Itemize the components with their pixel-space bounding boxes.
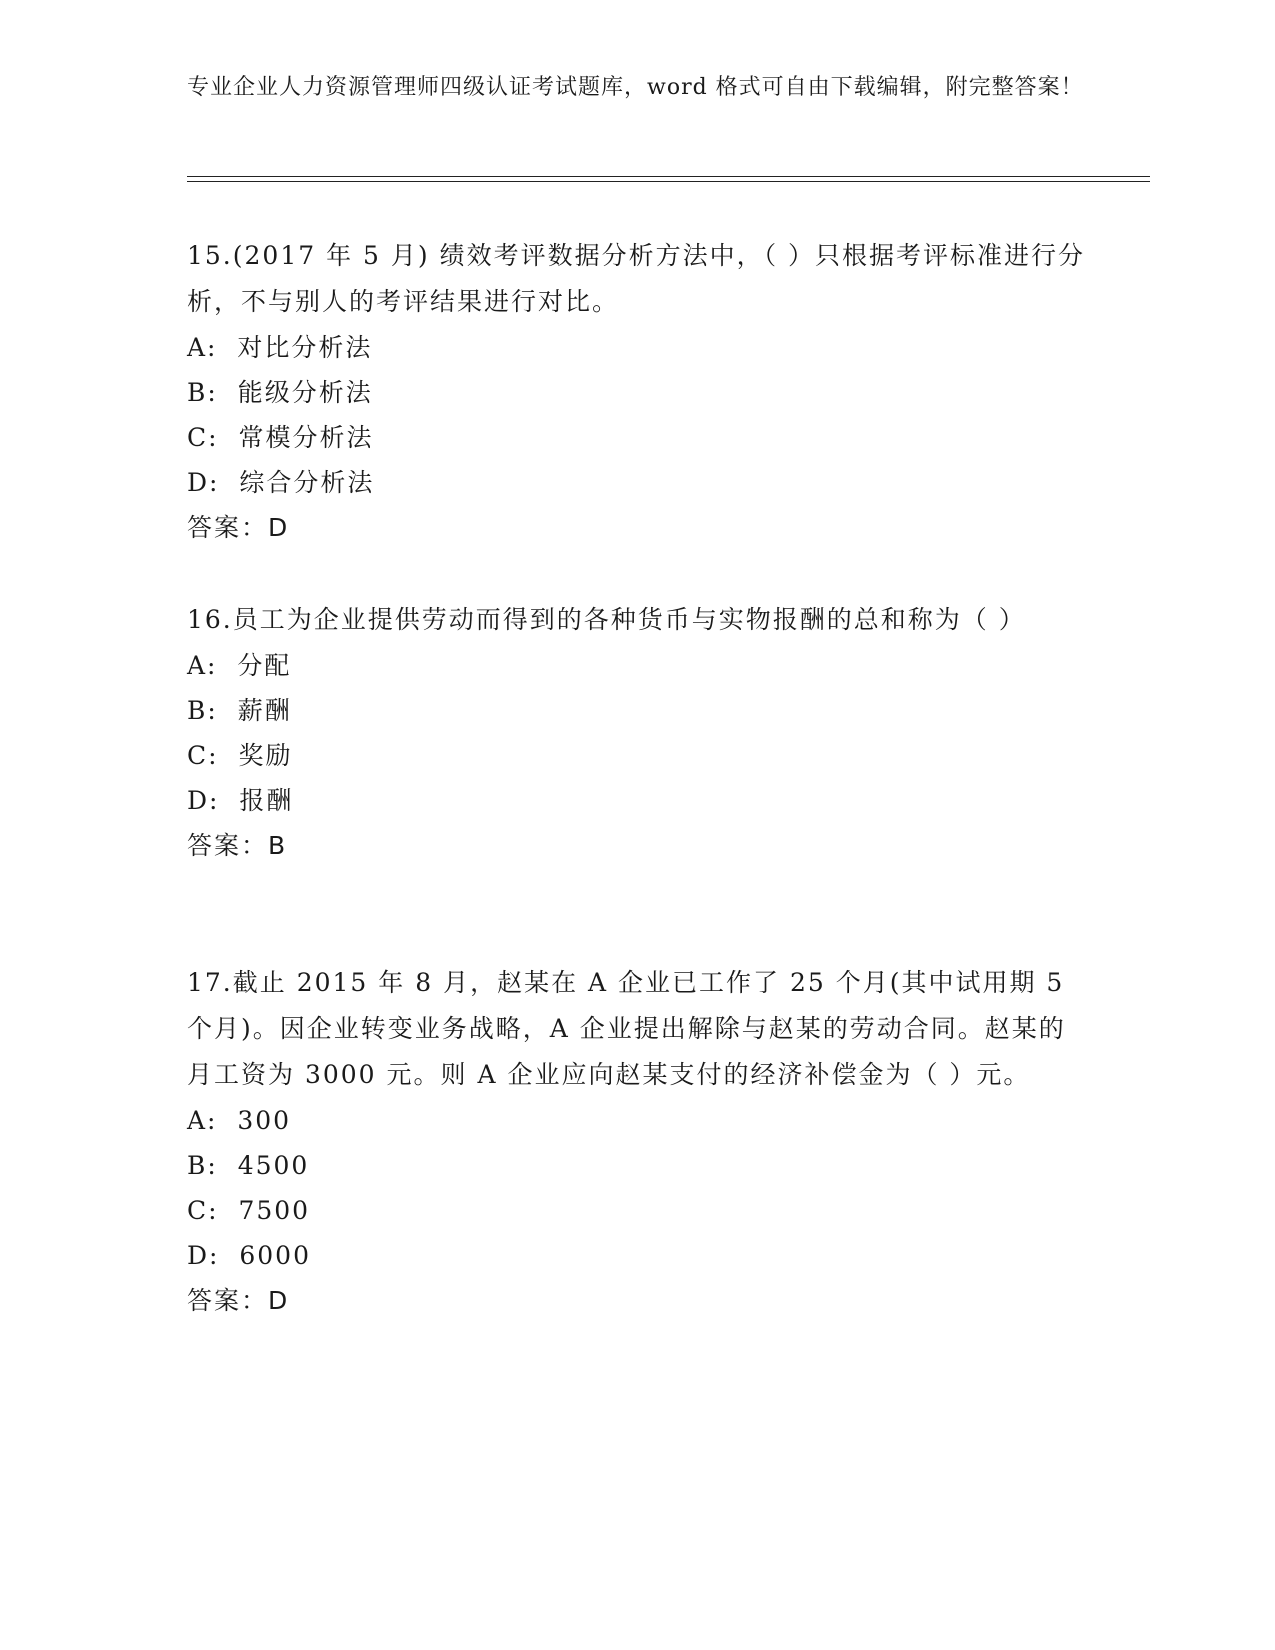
question-stem: 16.员工为企业提供劳动而得到的各种货币与实物报酬的总和称为（ ）: [187, 605, 1026, 634]
option-a: A: 300: [187, 1106, 292, 1135]
document-header: 专业企业人力资源管理师四级认证考试题库，word 格式可自由下载编辑，附完整答案！: [187, 75, 1084, 100]
question-stem: 15.(2017 年 5 月) 绩效考评数据分析方法中，（ ）只根据考评标准进行分析，不与别人的考评结果进行对比。: [187, 241, 1086, 316]
option-a: A: 分配: [187, 651, 292, 680]
answer: 答案：D: [187, 513, 290, 542]
option-d: D: 综合分析法: [187, 468, 375, 497]
answer: 答案：B: [187, 831, 288, 860]
option-b: B: 4500: [187, 1151, 310, 1180]
option-d: D: 6000: [187, 1241, 311, 1270]
option-c: C: 常模分析法: [187, 423, 374, 452]
header-rule-bottom: [187, 181, 1150, 182]
header-rule-top: [187, 176, 1150, 177]
question-16: [187, 597, 1087, 869]
question-17: [187, 960, 1087, 1324]
option-b: B: 能级分析法: [187, 378, 373, 407]
answer: 答案：D: [187, 1286, 290, 1315]
option-c: C: 奖励: [187, 741, 293, 770]
question-15: [187, 233, 1087, 551]
option-d: D: 报酬: [187, 786, 294, 815]
question-stem: 17.截止 2015 年 8 月，赵某在 A 企业已工作了 25 个月(其中试用期 5 个月)。因企业转变业务战略，A 企业提出解除与赵某的劳动合同。赵某的月工资为 3000 元。则 A 企业应向赵某支付的经济补偿金为（ ）元。: [187, 968, 1066, 1089]
option-c: C: 7500: [187, 1196, 311, 1225]
option-b: B: 薪酬: [187, 696, 292, 725]
option-a: A: 对比分析法: [187, 333, 373, 362]
